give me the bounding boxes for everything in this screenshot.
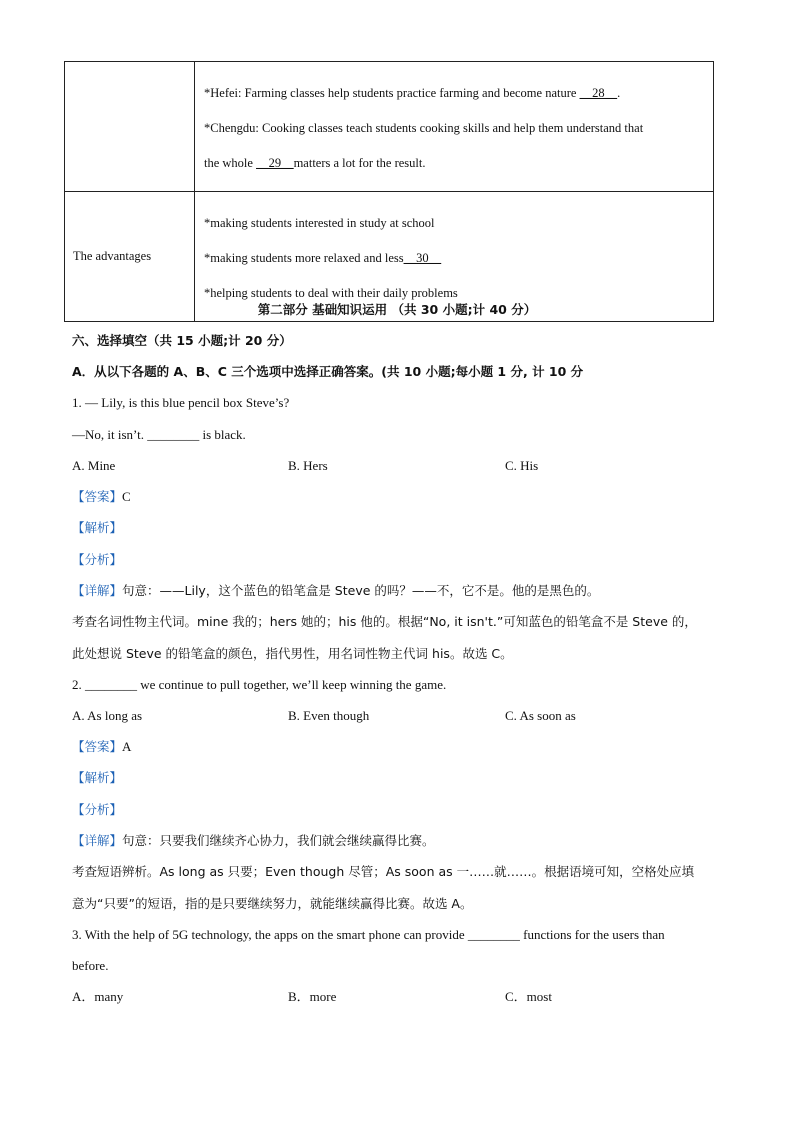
question-1-stem: 1. — Lily, is this blue pencil box Steve’s? [72,395,290,410]
explanation-line: 考查名词性物主代词。mine 我的；hers 她的；his 他的。根据“No, it isn't.”可知蓝色的铅笔盒不是 Steve 的， [72,614,697,629]
blank-28: __28__ [579,86,618,100]
option-b: B. Hers [288,458,328,473]
part-title: 第二部分 基础知识运用 （共 30 小题;计 40 分） [257,302,537,317]
row-label: The advantages [65,192,195,322]
question-2-stem: 2. ________ we continue to pull together, we’ll keep winning the game. [72,677,447,692]
blank-30: __30__ [403,251,442,265]
fenxi-label: 【分析】 [72,802,123,817]
table-line: *Chengdu: Cooking classes teach students cooking skills and help them understand that [204,121,644,135]
explanation-line: 意为“只要”的短语，指的是只要继续努力，就能继续赢得比赛。故选 A。 [72,896,473,911]
option-a: A. Mine [72,458,116,473]
question-3-stem-line2: before. [72,958,109,973]
table-row [65,62,714,192]
section-six-heading: 六、选择填空（共 15 小题;计 20 分） [72,333,292,348]
option-c: C．most [505,989,552,1004]
detail-line: 【详解】句意：——Lily，这个蓝色的铅笔盒是 Steve 的吗？——不，它不是。他的是黑色的。 [72,583,600,598]
row-content [195,62,714,192]
explanation-line: 考查短语辨析。As long as 只要；Even though 尽管；As soon as 一……就……。根据语境可知，空格处应填 [72,864,695,879]
fenxi-label: 【分析】 [72,552,123,567]
question-1-stem-line2: —No, it isn’t. ________ is black. [72,427,246,442]
question-3-stem: 3. With the help of 5G technology, the apps on the smart phone can provide ________ functions for the users than [72,927,665,942]
option-a: A. As long as [72,708,143,723]
answer-value: C [122,489,131,504]
table-line: *making students more relaxed and less__30__ [204,251,442,265]
row-label [65,62,195,192]
table-line: *helping students to deal with their daily problems [204,286,458,300]
table-line: *Hefei: Farming classes help students practice farming and become nature __28__. [204,86,621,100]
answer-line: 【答案】A [72,739,132,754]
table-line: the whole __29__matters a lot for the result. [204,156,426,170]
answer-line: 【答案】C [72,489,131,504]
option-a: A．many [72,989,124,1004]
option-c: C. As soon as [505,708,576,723]
analysis-label: 【解析】 [72,770,123,785]
option-b: B．more [288,989,337,1004]
section-a-heading: A．从以下各题的 A、B、C 三个选项中选择正确答案。(共 10 小题;每小题 1 分, 计 10 分 [72,364,584,379]
detail-line: 【详解】句意：只要我们继续齐心协力，我们就会继续赢得比赛。 [72,833,435,848]
analysis-label: 【解析】 [72,520,123,535]
table-line: *making students interested in study at school [204,216,435,230]
info-table [64,61,714,322]
blank-29: __29__ [256,156,294,170]
explanation-line: 此处想说 Steve 的铅笔盒的颜色，指代男性，用名词性物主代词 his。故选 C。 [72,646,513,661]
option-b: B. Even though [288,708,370,723]
option-c: C. His [505,458,539,473]
answer-value: A [122,739,132,754]
